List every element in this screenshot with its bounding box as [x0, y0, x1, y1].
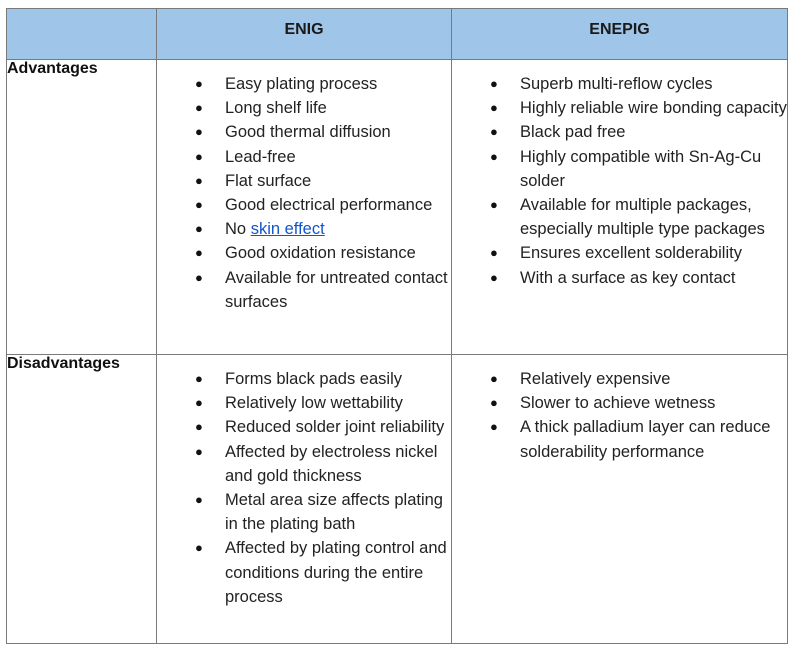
bullet-icon: ● — [490, 197, 498, 213]
bullet-icon: ● — [490, 124, 498, 140]
bullet-icon: ● — [490, 100, 498, 116]
disadvantages-row — [7, 355, 788, 644]
list-item: ● Slower to achieve wetness — [452, 391, 787, 415]
enig-advantages-cell — [157, 60, 452, 355]
enig-disadvantages-list — [157, 355, 451, 609]
header-row — [7, 9, 788, 60]
bullet-icon: ● — [490, 148, 498, 164]
bullet-icon: ● — [195, 443, 203, 459]
list-item: ● No skin effect — [157, 217, 451, 241]
bullet-icon: ● — [490, 269, 498, 285]
header-enig: ENIG — [157, 9, 452, 60]
list-item: ● Metal area size affects plating in the plating bath — [157, 488, 451, 536]
bullet-icon: ● — [195, 245, 203, 261]
bullet-icon: ● — [490, 371, 498, 386]
bullet-icon: ● — [195, 419, 203, 435]
header-enepig: ENEPIG — [452, 9, 788, 60]
list-item: ● Affected by plating control and conditions during the entire process — [157, 536, 451, 609]
list-item: ● Superb multi-reflow cycles — [452, 72, 787, 96]
row-label-disadvantages: Disadvantages — [7, 355, 157, 644]
bullet-icon: ● — [490, 245, 498, 261]
list-item: ● Good electrical performance — [157, 193, 451, 217]
list-item: ● Easy plating process — [157, 72, 451, 96]
enepig-advantages-cell — [452, 60, 788, 355]
list-item: ● Relatively low wettability — [157, 391, 451, 415]
bullet-icon: ● — [195, 124, 203, 140]
enig-advantages-list — [157, 60, 451, 314]
bullet-icon: ● — [195, 100, 203, 116]
list-item: ● Forms black pads easily — [157, 367, 451, 391]
list-item: ● Relatively expensive — [452, 367, 787, 391]
bullet-icon: ● — [195, 221, 203, 237]
list-item: ● Affected by electroless nickel and gold thickness — [157, 440, 451, 488]
bullet-icon: ● — [195, 269, 203, 285]
list-item: ● Ensures excellent solderability — [452, 241, 787, 265]
bullet-icon: ● — [195, 197, 203, 213]
list-item: ● Highly reliable wire bonding capacity — [452, 96, 787, 120]
list-item: ● Reduced solder joint reliability — [157, 415, 451, 439]
list-item: ● Good thermal diffusion — [157, 120, 451, 144]
enepig-advantages-list — [452, 60, 787, 290]
skin-effect-link[interactable]: skin effect — [250, 220, 325, 239]
list-item: ● Long shelf life — [157, 96, 451, 120]
advantages-row — [7, 60, 788, 355]
enig-disadvantages-cell — [157, 355, 452, 644]
bullet-icon: ● — [490, 419, 498, 435]
header-corner-cell — [7, 9, 157, 60]
row-label-advantages: Advantages — [7, 60, 157, 355]
enepig-disadvantages-list — [452, 355, 787, 464]
list-item: ● Black pad free — [452, 120, 787, 144]
list-item: ● A thick palladium layer can reduce solderability performance — [452, 415, 787, 463]
bullet-icon: ● — [195, 172, 203, 188]
list-item: ● Highly compatible with Sn-Ag-Cu solder — [452, 145, 787, 193]
bullet-icon: ● — [195, 395, 203, 411]
comparison-table — [6, 8, 788, 644]
list-item: ● With a surface as key contact — [452, 266, 787, 290]
list-item: ● Good oxidation resistance — [157, 241, 451, 265]
bullet-icon: ● — [195, 76, 203, 91]
bullet-icon: ● — [195, 540, 203, 556]
list-item: ● Lead-free — [157, 145, 451, 169]
enepig-disadvantages-cell — [452, 355, 788, 644]
list-item: ● Available for multiple packages, especially multiple type packages — [452, 193, 787, 241]
bullet-icon: ● — [195, 492, 203, 508]
bullet-icon: ● — [490, 76, 498, 91]
bullet-icon: ● — [195, 148, 203, 164]
list-item: ● Flat surface — [157, 169, 451, 193]
bullet-icon: ● — [195, 371, 203, 386]
bullet-icon: ● — [490, 395, 498, 411]
list-item: ● Available for untreated contact surfaces — [157, 266, 451, 314]
